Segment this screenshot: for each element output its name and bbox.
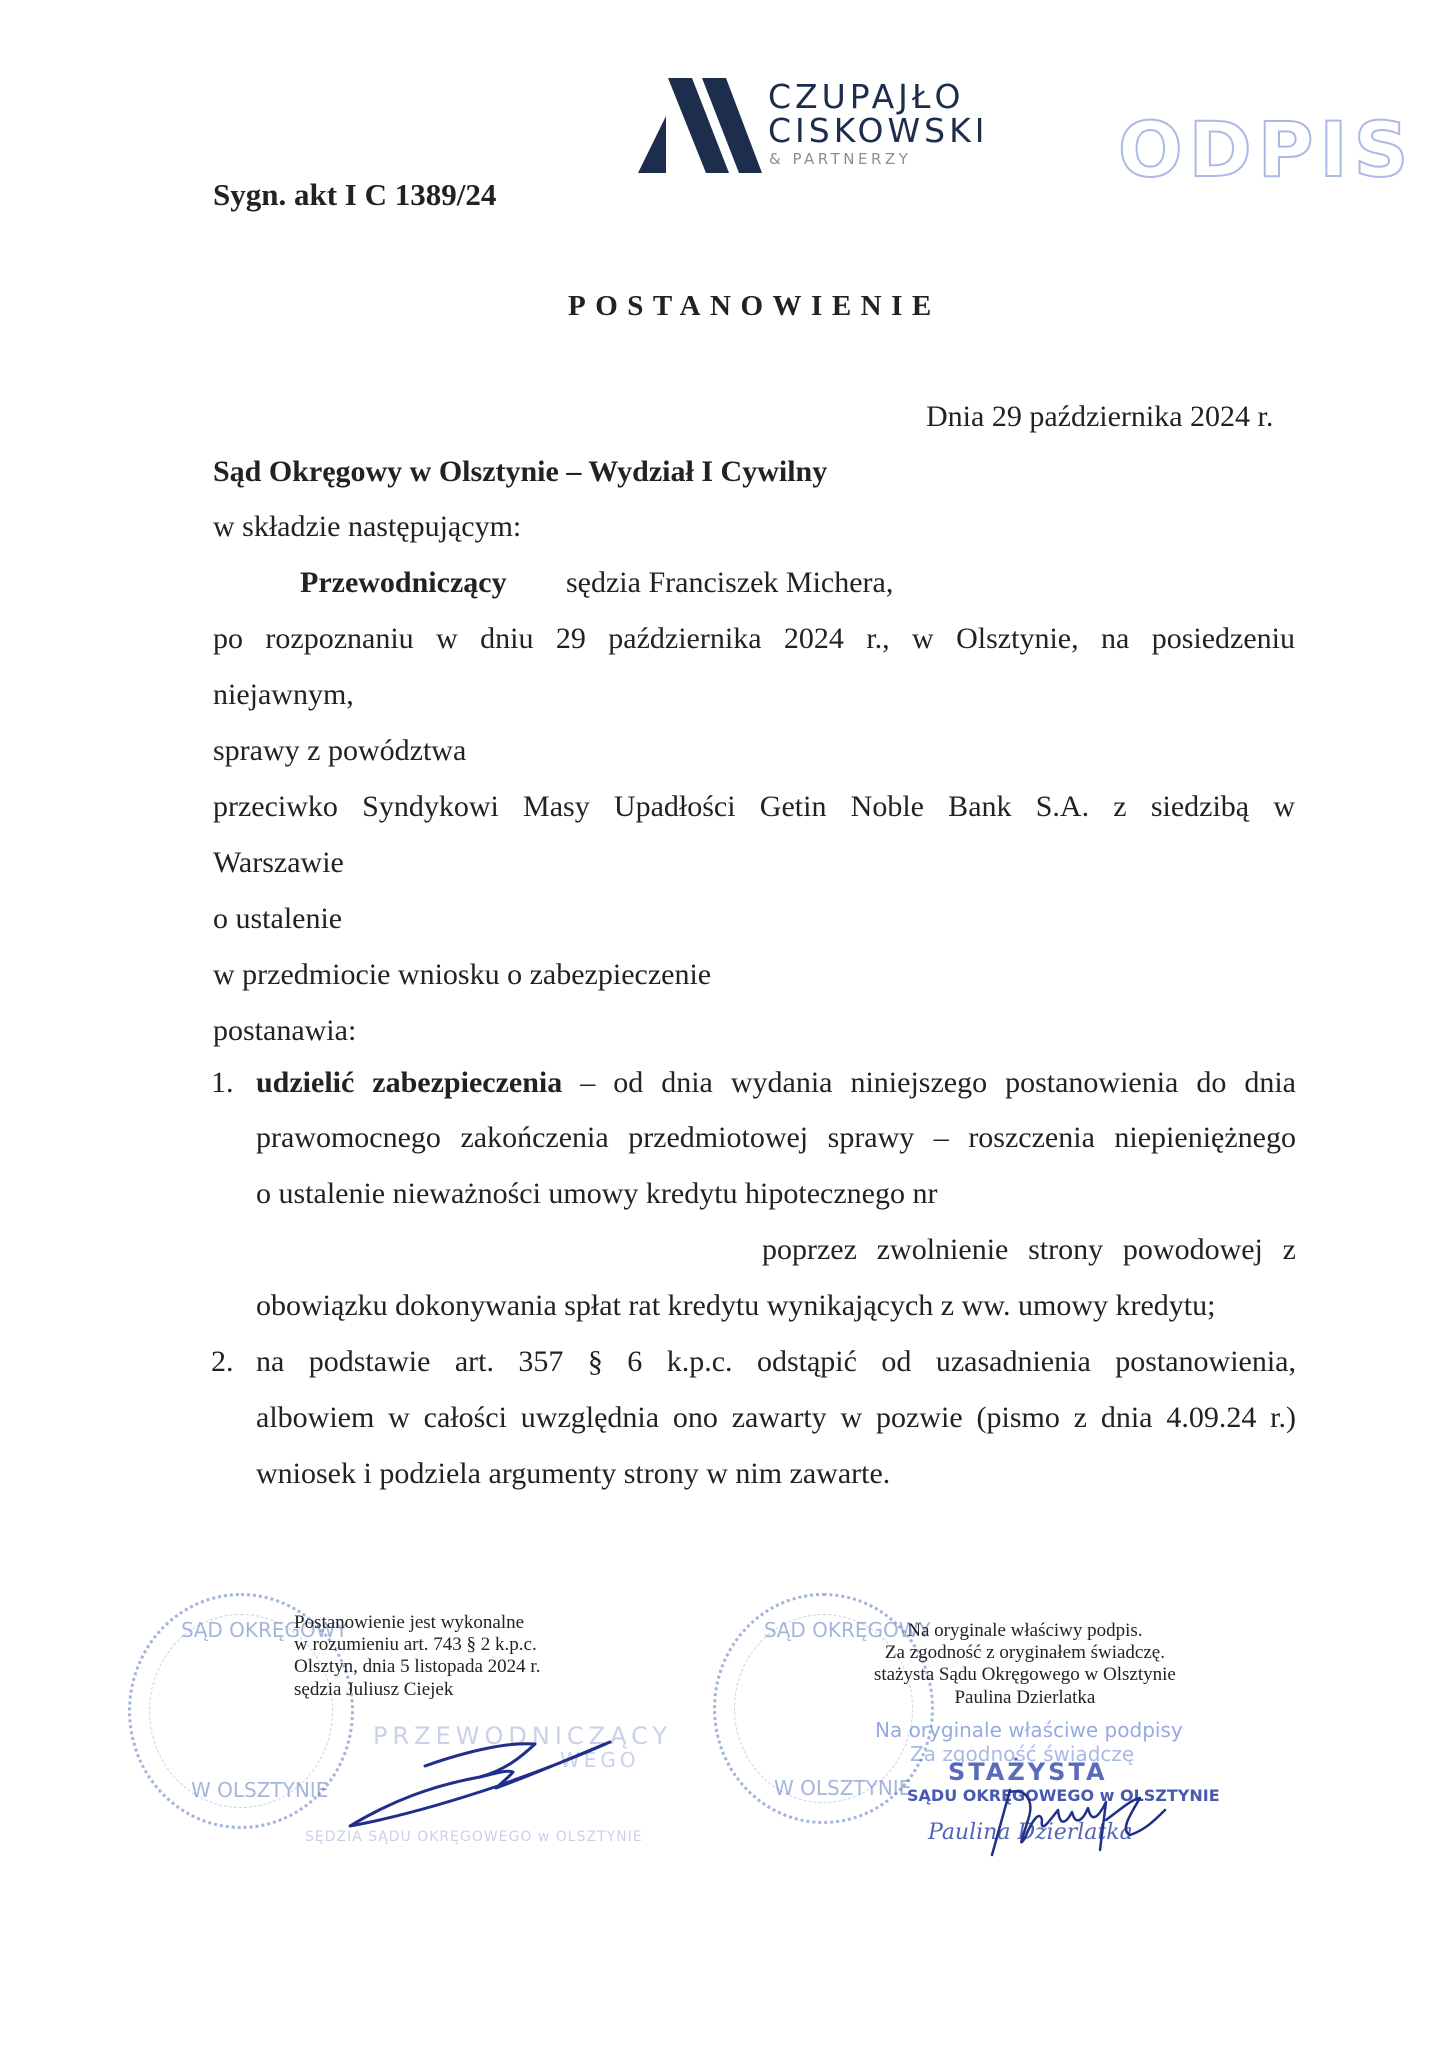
copy-stamp: ODPIS (1118, 105, 1415, 194)
presiding-judge: sędzia Franciszek Michera, (566, 566, 894, 599)
executable-note (294, 1612, 540, 1701)
seal-right-top-text: SĄD OKRĘGOWY (764, 1618, 931, 1642)
matter-line: w przedmiocie wniosku o zabezpieczenie (213, 958, 712, 991)
seal-right-bottom-text: W OLSZTYNIE (774, 1776, 912, 1800)
logo-mark-icon (636, 76, 766, 176)
hearing-line-2: niejawnym, (213, 678, 354, 711)
composition-label: w składzie następującym: (213, 510, 522, 543)
intern-signature (980, 1780, 1180, 1860)
presiding-label: Przewodniczący (300, 566, 507, 599)
item-1-line-4: poprzez zwolnienie strony powodowej z (762, 1233, 1296, 1266)
item-2-line-3: wniosek i podziela argumenty strony w nim zawarte. (256, 1457, 891, 1490)
case-signature: Sygn. akt I C 1389/24 (213, 177, 497, 212)
court-name: Sąd Okręgowy w Olsztynie – Wydział I Cywilny (213, 455, 828, 488)
logo-text-line2: CISKOWSKI (768, 111, 989, 150)
certification-line-3: stażysta Sądu Okręgowego w Olsztynie (874, 1664, 1176, 1686)
judge-signature (330, 1722, 650, 1832)
executable-note-line-3: Olsztyn, dnia 5 listopada 2024 r. (294, 1656, 541, 1678)
item-2-line-2: albowiem w całości uwzględnia ono zawarty w pozwie (pismo z dnia 4.09.24 r.) (256, 1401, 1296, 1434)
claim-line: sprawy z powództwa (213, 734, 467, 767)
certification-note (874, 1620, 1176, 1709)
judge-stamp-line-1: PRZEWODNICZĄCY (373, 1722, 673, 1750)
executable-note-line-4: sędzia Juliusz Ciejek (294, 1678, 454, 1700)
hearing-line-1: po rozpoznaniu w dniu 29 października 2024 r., w Olsztynie, na posiedzeniu (213, 622, 1295, 655)
intern-stamp-line-2: Za zgodność świadczę (910, 1742, 1135, 1766)
certification-line-1: Na oryginale właściwy podpis. (907, 1620, 1143, 1641)
judge-stamp-line-3: SĘDZIA SĄDU OKRĘGOWEGO w OLSZTYNIE (305, 1829, 643, 1845)
subject-line: o ustalenie (213, 902, 343, 935)
intern-stamp-line-5: Paulina Dzierlatka (928, 1820, 1133, 1845)
seal-left-top-text: SĄD OKRĘGOWY (181, 1618, 348, 1642)
item-1-line-2: prawomocnego zakończenia przedmiotowej sprawy – roszczenia niepieniężnego (256, 1121, 1296, 1154)
document-date: Dnia 29 października 2024 r. (926, 400, 1274, 433)
item-2-number: 2. (211, 1345, 234, 1378)
item-1-line-1-rest: – od dnia wydania niniejszego postanowienia do dnia (562, 1066, 1296, 1099)
intern-stamp-line-1: Na oryginale właściwe podpisy (875, 1718, 1183, 1742)
executable-note-line-1: Postanowienie jest wykonalne (294, 1612, 525, 1633)
seal-left-bottom-text: W OLSZTYNIE (191, 1778, 329, 1802)
law-firm-logo (636, 76, 1016, 176)
certification-line-2: Za zgodność z oryginałem świadczę. (884, 1642, 1165, 1664)
document-title: POSTANOWIENIE (568, 290, 941, 322)
intern-stamp-line-3: STAŻYSTA (948, 1758, 1108, 1786)
item-1-bold-lead: udzielić zabezpieczenia (256, 1066, 563, 1099)
defendant-line-2: Warszawie (213, 846, 344, 879)
item-1-line-5: obowiązku dokonywania spłat rat kredytu wynikających z ww. umowy kredytu; (256, 1289, 1216, 1322)
logo-text-line1: CZUPAJŁO (768, 77, 965, 116)
item-1-number: 1. (211, 1066, 234, 1099)
intern-stamp-line-4: SĄDU OKRĘGOWEGO w OLSZTYNIE (907, 1786, 1220, 1805)
item-1-line-1 (256, 1066, 1296, 1101)
defendant-line-1: przeciwko Syndykowi Masy Upadłości Getin Noble Bank S.A. z siedzibą w (213, 790, 1295, 823)
decides-label: postanawia: (213, 1014, 357, 1047)
logo-text-line3: & PARTNERZY (769, 150, 912, 168)
executable-note-line-2: w rozumieniu art. 743 § 2 k.p.c. (294, 1634, 537, 1656)
item-1-line-3: o ustalenie nieważności umowy kredytu hipotecznego nr (256, 1177, 938, 1210)
certification-line-4: Paulina Dzierlatka (954, 1686, 1096, 1708)
judge-stamp-line-2: WEGO (560, 1748, 640, 1772)
item-2-line-1: na podstawie art. 357 § 6 k.p.c. odstąpić od uzasadnienia postanowienia, (256, 1345, 1296, 1378)
